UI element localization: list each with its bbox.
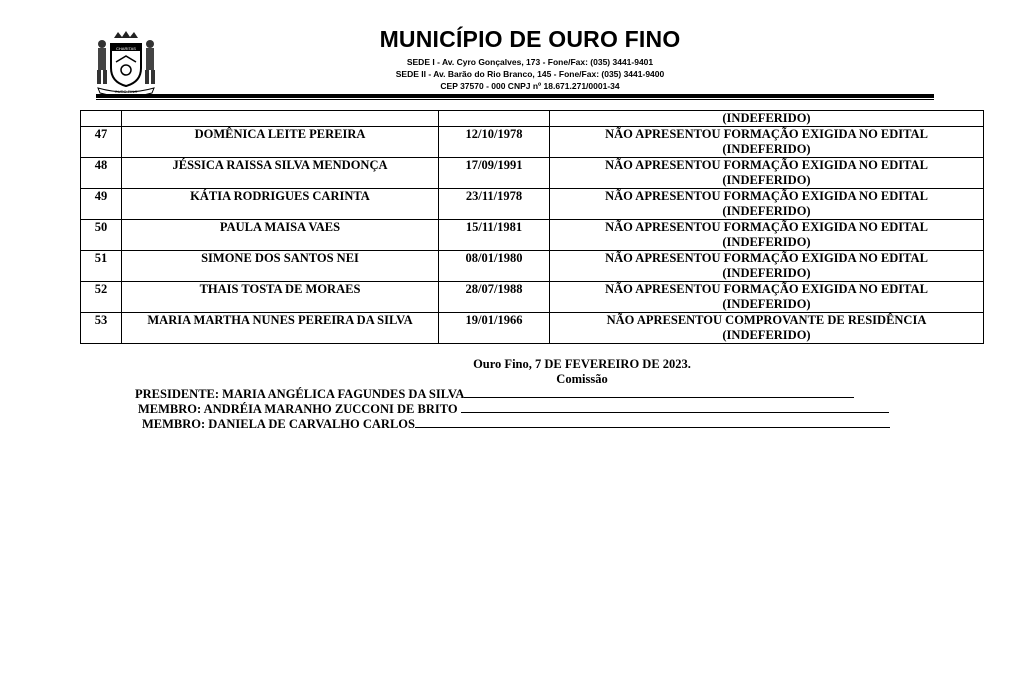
- status-text: NÃO APRESENTOU COMPROVANTE DE RESIDÊNCIA: [606, 313, 927, 327]
- status-text: NÃO APRESENTOU FORMAÇÃO EXIGIDA NO EDITAL: [605, 189, 928, 203]
- table-cell-name: DOMÊNICA LEITE PEREIRA: [122, 127, 439, 158]
- table-row: [81, 189, 984, 220]
- table-cell-num: 52: [81, 282, 122, 313]
- letterhead: [0, 0, 1024, 105]
- table-cell-date: 08/01/1980: [439, 251, 550, 282]
- table-cell-num: 50: [81, 220, 122, 251]
- status-text: NÃO APRESENTOU FORMAÇÃO EXIGIDA NO EDITAL: [605, 282, 928, 296]
- address-line-1: SEDE I - Av. Cyro Gonçalves, 173 - Fone/Fax: (035) 3441-9401: [406, 57, 654, 67]
- header-divider-thick: [96, 94, 934, 98]
- table-row: [81, 158, 984, 189]
- table-cell-num: [81, 111, 122, 127]
- municipal-crest-icon: [92, 30, 160, 96]
- page-title: MUNICÍPIO DE OURO FINO: [379, 26, 681, 52]
- committee-heading: Comissão: [556, 372, 608, 386]
- status-text: NÃO APRESENTOU FORMAÇÃO EXIGIDA NO EDITAL: [605, 127, 928, 141]
- table-cell-num: 49: [81, 189, 122, 220]
- crest-label: CHARITAS: [116, 46, 136, 51]
- table-cell-date: 15/11/1981: [439, 220, 550, 251]
- status-result: (INDEFERIDO): [722, 142, 811, 156]
- signature-line: [461, 401, 889, 413]
- table-row: [81, 251, 984, 282]
- place-date: Ouro Fino, 7 DE FEVEREIRO DE 2023.: [473, 357, 691, 371]
- status-result: (INDEFERIDO): [722, 266, 811, 280]
- table-cell-date: 19/01/1966: [439, 313, 550, 344]
- signature-member-1-label: MEMBRO: ANDRÉIA MARANHO ZUCCONI DE BRITO: [138, 402, 461, 416]
- table-cell-status: [550, 127, 984, 158]
- table-cell-status: [550, 158, 984, 189]
- table-cell-name: SIMONE DOS SANTOS NEI: [122, 251, 439, 282]
- table-cell-status: [550, 282, 984, 313]
- status-result: (INDEFERIDO): [722, 235, 811, 249]
- signature-member-1: [138, 401, 889, 417]
- candidates-table: [80, 110, 984, 344]
- table-cell-date: 23/11/1978: [439, 189, 550, 220]
- table-cell-status: (INDEFERIDO): [550, 111, 984, 127]
- table-cell-num: 48: [81, 158, 122, 189]
- table-cell-name: THAIS TOSTA DE MORAES: [122, 282, 439, 313]
- crest-motto: OURO FINO: [114, 89, 138, 94]
- table-cell-num: 51: [81, 251, 122, 282]
- status-result: (INDEFERIDO): [722, 297, 811, 311]
- table-cell-status: [550, 189, 984, 220]
- table-cell-date: 17/09/1991: [439, 158, 550, 189]
- table-cell-name: MARIA MARTHA NUNES PEREIRA DA SILVA: [122, 313, 439, 344]
- signature-president-label: PRESIDENTE: MARIA ANGÉLICA FAGUNDES DA SILVA: [135, 387, 465, 401]
- table-row: [81, 282, 984, 313]
- table-row: [81, 111, 984, 127]
- status-text: NÃO APRESENTOU FORMAÇÃO EXIGIDA NO EDITAL: [605, 220, 928, 234]
- table-cell-name: JÉSSICA RAISSA SILVA MENDONÇA: [122, 158, 439, 189]
- table-cell-num: 53: [81, 313, 122, 344]
- table-cell-date: 12/10/1978: [439, 127, 550, 158]
- signature-line: [415, 416, 890, 428]
- table-cell-name: PAULA MAISA VAES: [122, 220, 439, 251]
- header-divider-thin: [96, 99, 934, 100]
- table-cell-status: [550, 220, 984, 251]
- table-cell-name: [122, 111, 439, 127]
- signature-president: [135, 386, 854, 402]
- status-result: (INDEFERIDO): [722, 204, 811, 218]
- table-cell-status: [550, 251, 984, 282]
- address-line-2: SEDE II - Av. Barão do Rio Branco, 145 - Fone/Fax: (035) 3441-9400: [395, 69, 665, 79]
- status-result: (INDEFERIDO): [722, 173, 811, 187]
- signature-member-2: [142, 416, 890, 432]
- table-cell-date: [439, 111, 550, 127]
- table-cell-num: 47: [81, 127, 122, 158]
- signature-member-2-label: MEMBRO: DANIELA DE CARVALHO CARLOS: [142, 417, 415, 431]
- table-row: [81, 127, 984, 158]
- status-text: NÃO APRESENTOU FORMAÇÃO EXIGIDA NO EDITAL: [605, 158, 928, 172]
- table-cell-date: 28/07/1988: [439, 282, 550, 313]
- table-cell-name: KÁTIA RODRIGUES CARINTA: [122, 189, 439, 220]
- status-result: (INDEFERIDO): [722, 328, 811, 342]
- table-cell-status: [550, 313, 984, 344]
- table-row: [81, 313, 984, 344]
- signature-line: [464, 386, 854, 398]
- address-line-3: CEP 37570 - 000 CNPJ nº 18.671.271/0001-34: [440, 81, 620, 91]
- status-text: NÃO APRESENTOU FORMAÇÃO EXIGIDA NO EDITAL: [605, 251, 928, 265]
- table-row: [81, 220, 984, 251]
